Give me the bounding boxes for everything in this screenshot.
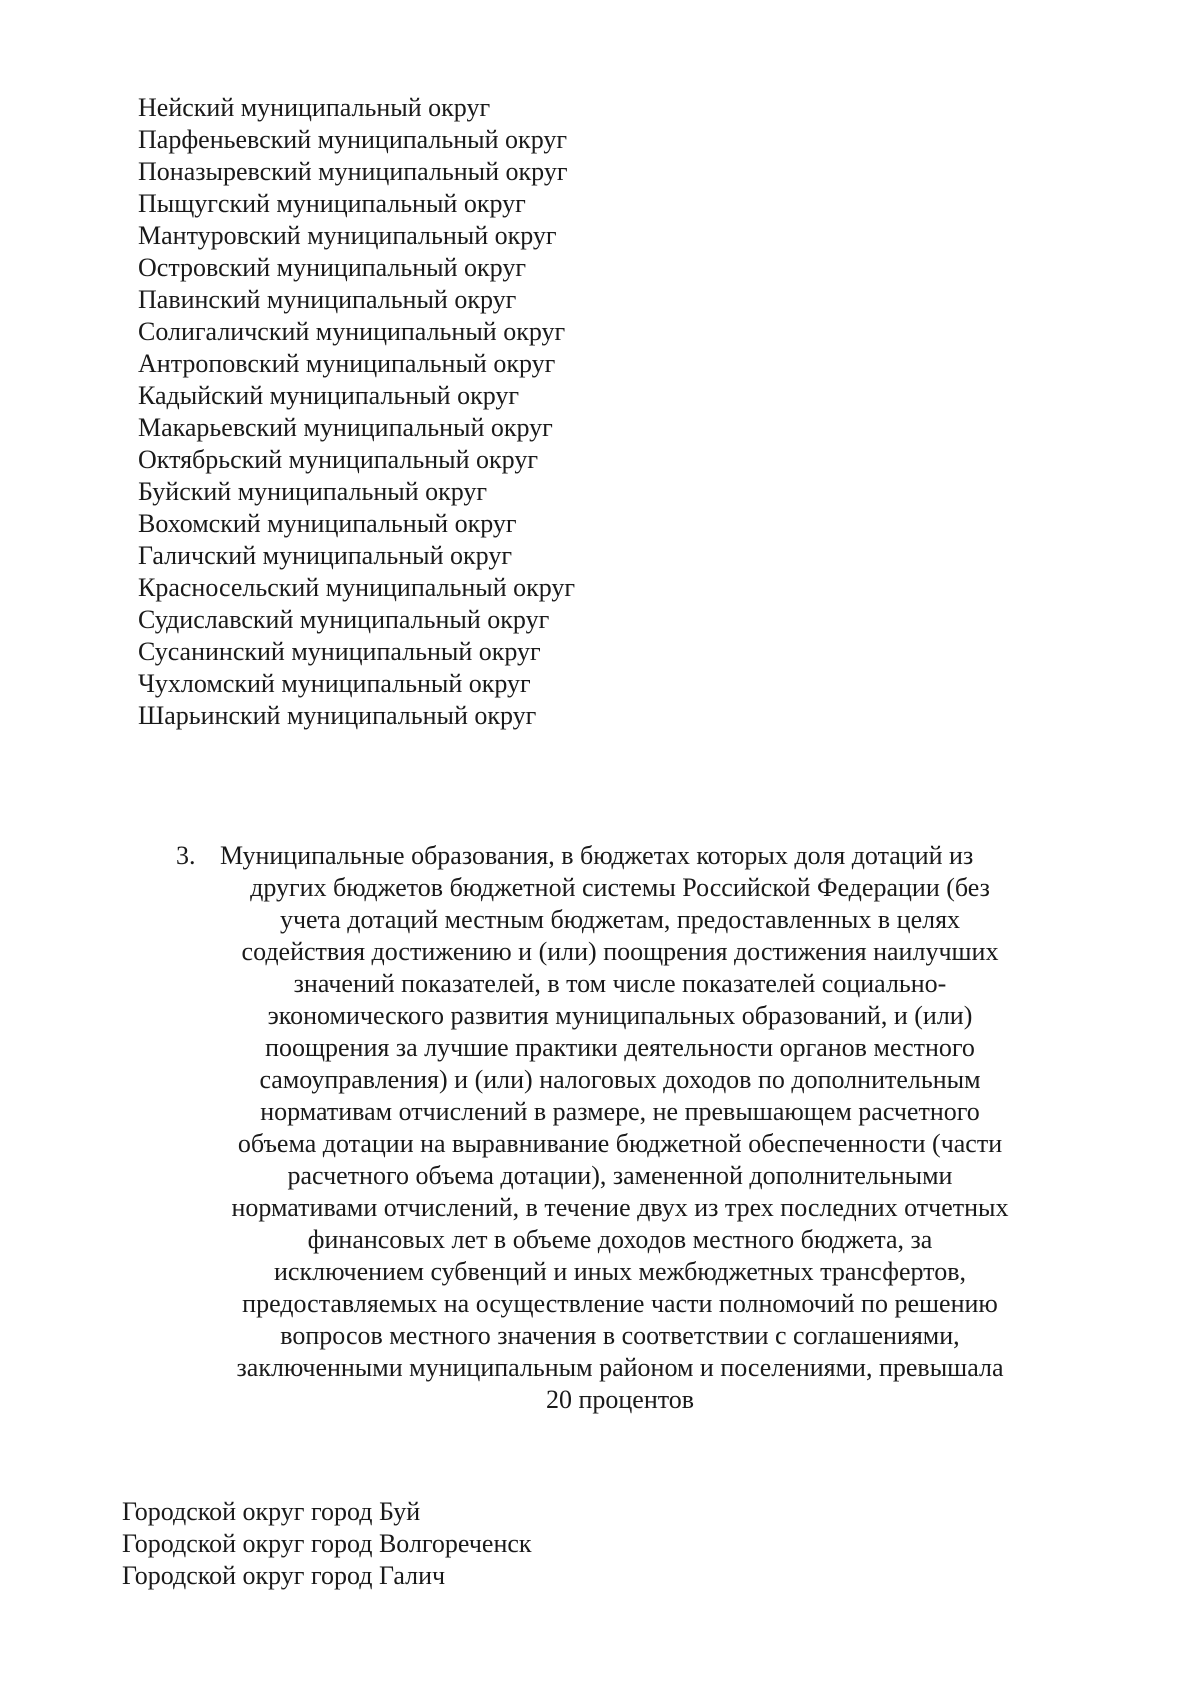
list-item: Павинский муниципальный округ: [138, 285, 517, 314]
heading-line: объема дотации на выравнивание бюджетной обеспеченности (части: [237, 1129, 1003, 1158]
heading-line: экономического развития муниципальных образований, и (или): [267, 1001, 973, 1030]
district-list: [138, 92, 575, 732]
list-item: Городской округ город Волгореченск: [122, 1529, 532, 1558]
heading-line: нормативам отчислений в размере, не превышающем расчетного: [260, 1097, 980, 1126]
heading-line: вопросов местного значения в соответствии с соглашениями,: [280, 1321, 960, 1350]
list-item: Сусанинский муниципальный округ: [138, 637, 541, 666]
list-item: Судиславский муниципальный округ: [138, 605, 550, 634]
list-item: Галичский муниципальный округ: [138, 541, 512, 570]
heading-line: заключенными муниципальным районом и поселениями, превышала: [236, 1353, 1004, 1382]
list-item: Буйский муниципальный округ: [138, 477, 488, 506]
list-item: Островский муниципальный округ: [138, 253, 526, 282]
list-item: Городской округ город Буй: [122, 1497, 421, 1526]
heading-line: предоставляемых на осуществление части полномочий по решению: [242, 1289, 998, 1318]
heading-line: нормативами отчислений, в течение двух из трех последних отчетных: [231, 1193, 1009, 1222]
urban-district-list: [122, 1496, 532, 1592]
heading-line: других бюджетов бюджетной системы Российской Федерации (без: [250, 873, 990, 902]
list-item: Макарьевский муниципальный округ: [138, 413, 553, 442]
heading-line: содействия достижению и (или) поощрения достижения наилучших: [241, 937, 999, 966]
heading-line: исключением субвенций и иных межбюджетных трансфертов,: [274, 1257, 966, 1286]
heading-line: значений показателей, в том числе показателей социально-: [293, 969, 947, 998]
section-heading: [170, 840, 1070, 1416]
list-item: Солигаличский муниципальный округ: [138, 317, 566, 346]
list-item: Шарьинский муниципальный округ: [138, 701, 537, 730]
heading-line: расчетного объема дотации), замененной дополнительными: [287, 1161, 953, 1190]
heading-line: учета дотаций местным бюджетам, предоставленных в целях: [279, 905, 961, 934]
heading-line: самоуправления) и (или) налоговых доходов по дополнительным: [259, 1065, 981, 1094]
list-item: Нейский муниципальный округ: [138, 93, 491, 122]
heading-line: 20 процентов: [545, 1385, 695, 1414]
list-item: Парфеньевский муниципальный округ: [138, 125, 568, 154]
list-item: Кадыйский муниципальный округ: [138, 381, 520, 410]
list-item: Городской округ город Галич: [122, 1561, 446, 1590]
list-item: Чухломский муниципальный округ: [138, 669, 531, 698]
heading-line: Муниципальные образования, в бюджетах которых доля дотаций из: [220, 841, 974, 870]
heading-line: финансовых лет в объеме доходов местного бюджета, за: [307, 1225, 933, 1254]
list-item: Пыщугский муниципальный округ: [138, 189, 526, 218]
list-item: Мантуровский муниципальный округ: [138, 221, 557, 250]
list-item: Антроповский муниципальный округ: [138, 349, 556, 378]
heading-line: поощрения за лучшие практики деятельности органов местного: [265, 1033, 975, 1062]
section-number: 3.: [176, 841, 196, 870]
list-item: Вохомский муниципальный округ: [138, 509, 517, 538]
section-3: [170, 840, 1070, 1416]
list-item: Октябрьский муниципальный округ: [138, 445, 539, 474]
list-item: Поназыревский муниципальный округ: [138, 157, 568, 186]
list-item: Красносельский муниципальный округ: [138, 573, 576, 602]
